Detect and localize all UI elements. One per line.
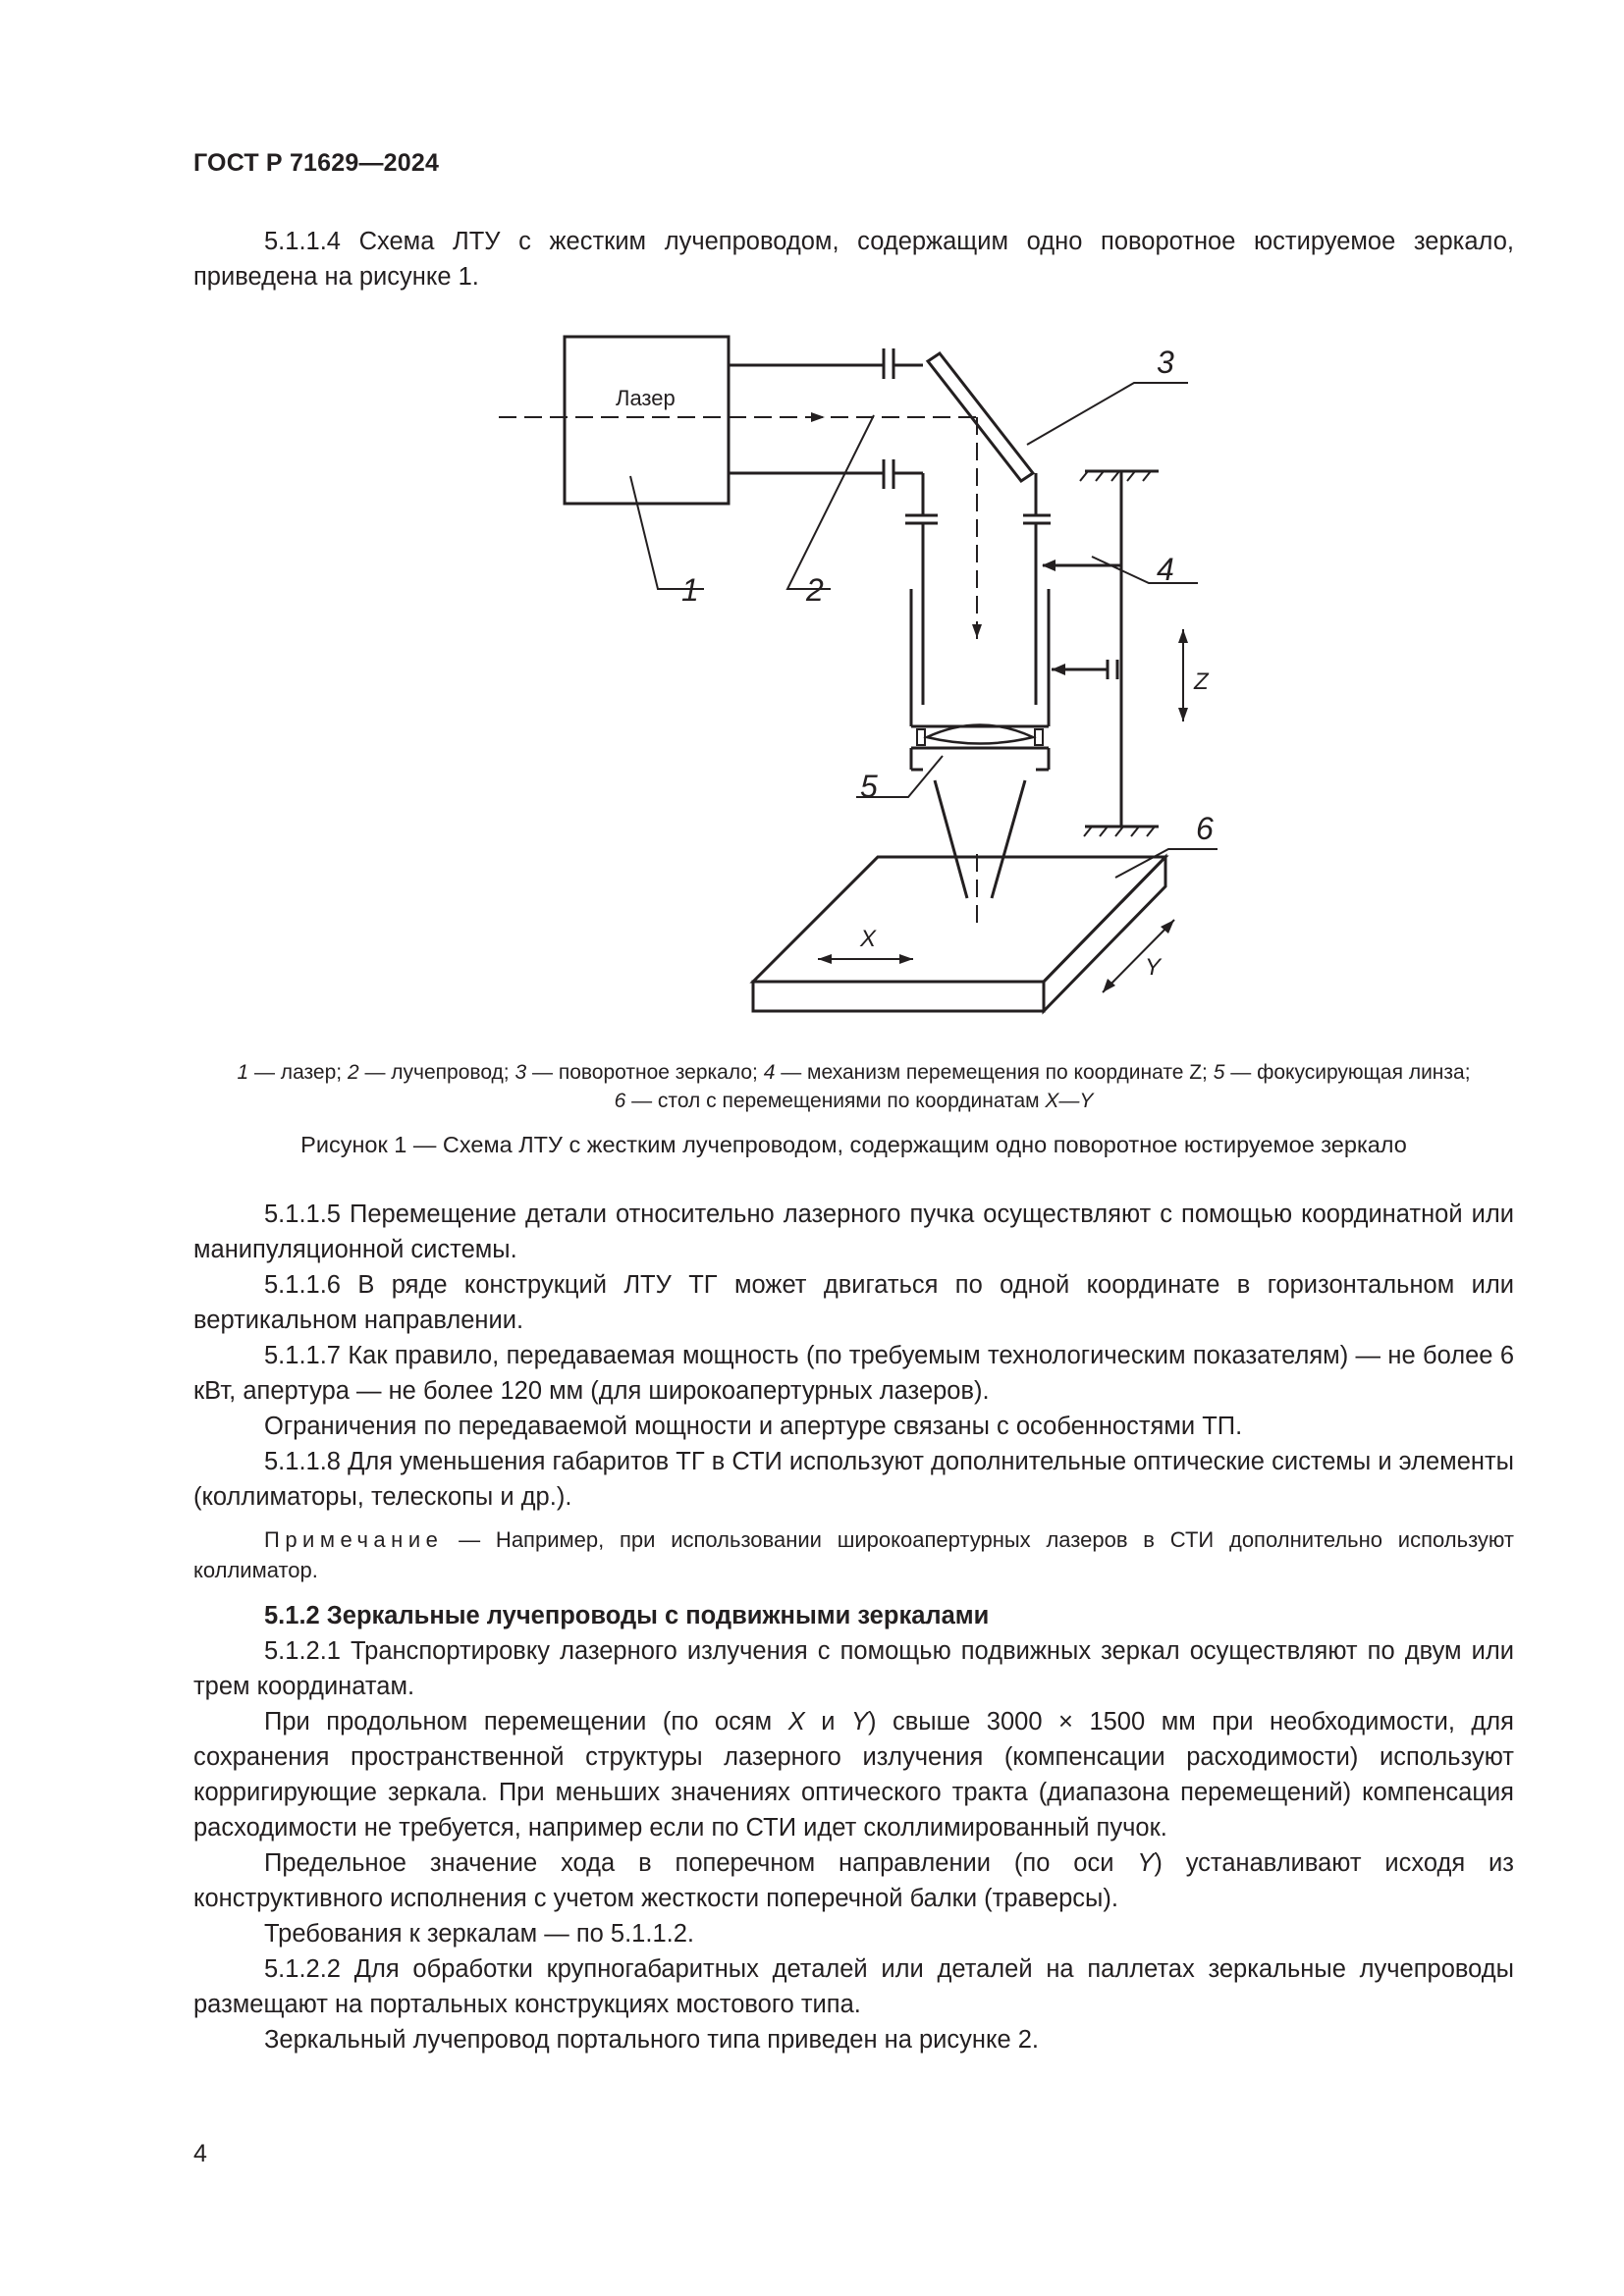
laser-box — [565, 337, 729, 504]
callout-4: 4 — [1157, 552, 1174, 587]
paragraph-5-1-1-7: 5.1.1.7 Как правило, передаваемая мощность (по требуемым технологическим показателям) — не более 6 кВт, апертура — не более 120 мм (для широкоапертурных лазеров). — [193, 1342, 1514, 1405]
page-number: 4 — [193, 2140, 207, 2167]
callout-6: 6 — [1196, 811, 1214, 846]
legend-number: 1 — [237, 1061, 249, 1084]
note-block — [193, 1524, 1514, 1585]
paragraph-transverse: Предельное значение хода в поперечном направлении (по оси Y) устанавливают исходя из конструктивного исполнения с учетом жесткости поперечной балки (траверсы). — [193, 1849, 1514, 1912]
legend-axes: X—Y — [1045, 1090, 1094, 1112]
callout-1: 1 — [681, 572, 699, 608]
axis-z-label: Z — [1194, 668, 1209, 695]
document-header: ГОСТ Р 71629—2024 — [193, 149, 440, 177]
paragraph-5-1-2-2: 5.1.2.2 Для обработки крупногабаритных деталей или деталей на паллетах зеркальные лучепроводы размещают на портальных конструкциях мостового типа. — [193, 1955, 1514, 2018]
paragraph-5-1-1-4: 5.1.1.4 Схема ЛТУ с жестким лучепроводом, содержащим одно поворотное юстируемое зеркало, приведена на рисунке 1. — [193, 228, 1514, 291]
legend-number: 5 — [1213, 1061, 1225, 1084]
legend-text: — поворотное зеркало; — [526, 1061, 764, 1084]
figure-1-diagram — [471, 314, 1218, 1021]
paragraph-5-1-1-8: 5.1.1.8 Для уменьшения габаритов ТГ в СТИ используют дополнительные оптические системы и элементы (коллиматоры, телескопы и др.). — [193, 1448, 1514, 1511]
callout-3: 3 — [1157, 345, 1174, 380]
legend-text: — стол с перемещениями по координатам — [625, 1090, 1046, 1112]
section-heading-5-1-2: 5.1.2 Зеркальные лучепроводы с подвижными зеркалами — [264, 1602, 990, 1629]
note-text: — Например, при использовании широкоапертурных лазеров в СТИ дополнительно используют коллиматор. — [193, 1527, 1514, 1582]
paragraph-limits: Ограничения по передаваемой мощности и апертуре связаны с особенностями ТП. — [264, 1413, 1243, 1440]
callout-5: 5 — [860, 769, 878, 804]
figure-caption: Рисунок 1 — Схема ЛТУ с жестким лучепроводом, содержащим одно поворотное юстируемое зеркало — [300, 1132, 1407, 1157]
legend-number: 3 — [514, 1061, 527, 1084]
paragraph-5-1-1-6: 5.1.1.6 В ряде конструкций ЛТУ ТГ может двигаться по одной координате в горизонтальном или вертикальном направлении. — [193, 1271, 1514, 1334]
laser-label: Лазер — [616, 386, 676, 410]
legend-number: 2 — [347, 1061, 359, 1084]
paragraph-longitudinal: При продольном перемещении (по осям X и Y) свыше 3000 × 1500 мм при необходимости, для сохранения пространственной структуры лазерного излучения (компенсации расходимости) используют корригирующие зеркала. При меньших значениях оптического тракта (диапазона перемещений) компенсация расходимости не требуется, например если по СТИ идет сколлимированный пучок. — [193, 1708, 1514, 1842]
legend-number: 6 — [614, 1090, 626, 1112]
legend-text: — механизм перемещения по координате Z; — [775, 1061, 1214, 1084]
paragraph-mirror-requirements: Требования к зеркалам — по 5.1.1.2. — [264, 1920, 694, 1948]
paragraph-figure-2-ref: Зеркальный лучепровод портального типа приведен на рисунке 2. — [264, 2026, 1039, 2054]
legend-text: — лазер; — [248, 1061, 348, 1084]
legend-text: — лучепровод; — [358, 1061, 515, 1084]
axis-x-label: X — [860, 926, 877, 952]
figure-legend — [193, 1058, 1514, 1115]
legend-number: 4 — [763, 1061, 776, 1084]
callout-2: 2 — [806, 572, 824, 608]
legend-text: — фокусирующая линза; — [1224, 1061, 1471, 1084]
note-label: Примечание — [264, 1527, 444, 1552]
paragraph-5-1-1-5: 5.1.1.5 Перемещение детали относительно лазерного пучка осуществляют с помощью координатной или манипуляционной системы. — [193, 1201, 1514, 1263]
paragraph-5-1-2-1: 5.1.2.1 Транспортировку лазерного излучения с помощью подвижных зеркал осуществляют по двум или трем координатам. — [193, 1637, 1514, 1700]
axis-y-label: Y — [1145, 954, 1162, 981]
